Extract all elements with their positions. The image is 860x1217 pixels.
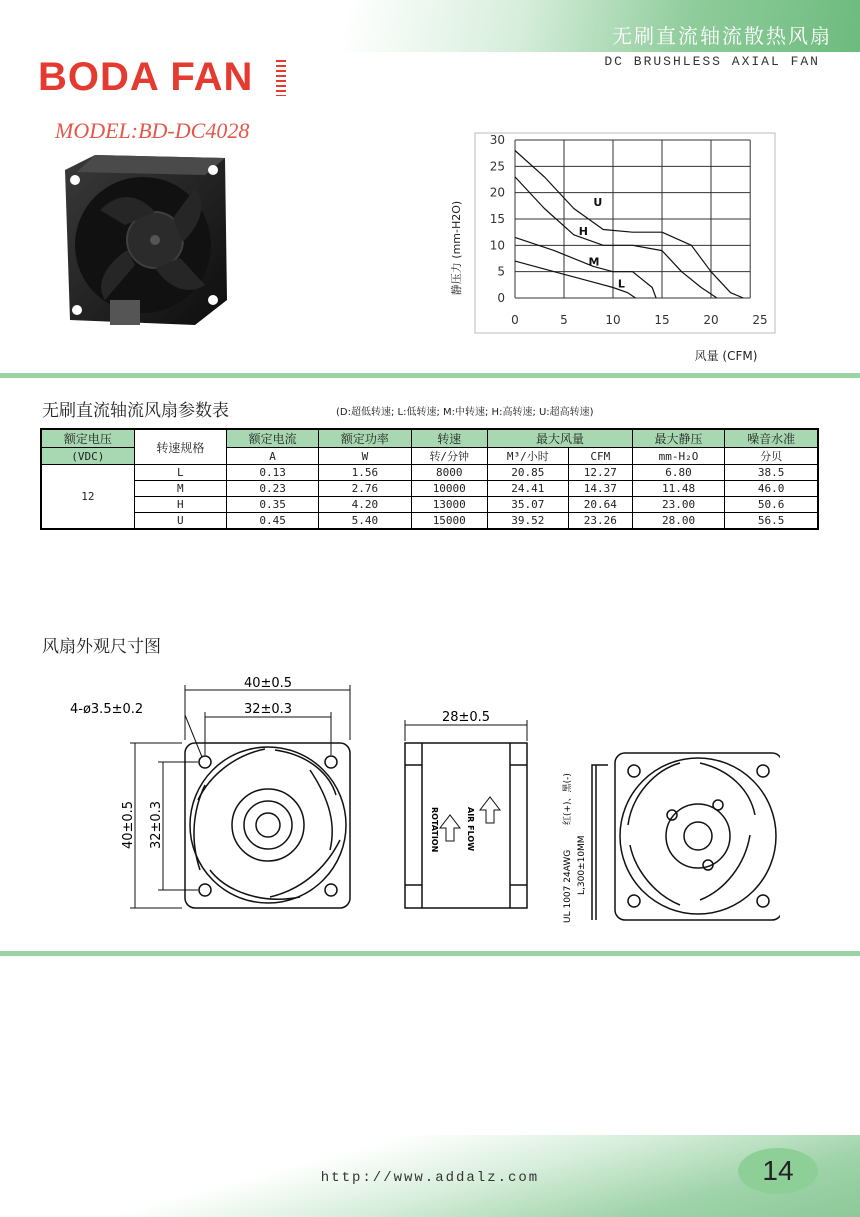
table-cell: 8000 [411, 465, 487, 481]
table-cell: 39.52 [487, 513, 568, 530]
hdr-airflow: 最大风量 [487, 429, 632, 448]
rear-view [592, 753, 780, 920]
table-cell: 35.07 [487, 497, 568, 513]
table-cell: 46.0 [725, 481, 818, 497]
model-number: MODEL:BD-DC4028 [55, 118, 250, 143]
table-cell: 23.00 [632, 497, 724, 513]
dim-width-hole: 32±0.3 [243, 702, 293, 717]
table-cell: 13000 [411, 497, 487, 513]
table-cell: 4.20 [319, 497, 411, 513]
series-label-M: M [588, 255, 600, 269]
series-label-H: H [578, 224, 588, 238]
hdr-speed-spec: 转速规格 [134, 429, 226, 465]
sub-rpm: 转/分钟 [411, 448, 487, 465]
sub-a: A [226, 448, 318, 465]
y-tick-label: 5 [497, 264, 505, 279]
website-url[interactable]: http://www.addalz.com [320, 1170, 540, 1186]
table-cell: 14.37 [568, 481, 632, 497]
dimension-drawing [60, 675, 780, 925]
brand-logo: BODA FAN [38, 55, 254, 99]
table-cell: 20.85 [487, 465, 568, 481]
wire-colors: 红(+)、黑(-) [563, 773, 573, 825]
airflow-label: AIR FLOW [466, 807, 475, 852]
dimensions-title: 风扇外观尺寸图 [42, 637, 161, 657]
x-tick-label: 20 [703, 313, 719, 327]
hdr-voltage: 额定电压 [41, 429, 134, 448]
table-cell: U [134, 513, 226, 530]
y-axis-label: 静压力 (mm-H2O) [450, 200, 463, 296]
table-cell: 23.26 [568, 513, 632, 530]
table-row [41, 481, 818, 497]
table-cell: H [134, 497, 226, 513]
header-title: 无刷直流轴流散热风扇 [612, 24, 832, 48]
y-tick-label: 15 [489, 212, 505, 226]
side-view [405, 743, 527, 908]
table-row [41, 497, 818, 513]
y-tick-label: 30 [489, 133, 505, 147]
series-label-U: U [593, 195, 603, 209]
sub-w: W [319, 448, 411, 465]
sub-m3h: M³/小时 [487, 448, 568, 465]
table-cell: 0.13 [226, 465, 318, 481]
hdr-speed: 转速 [411, 429, 487, 448]
separator-bottom [0, 951, 860, 956]
hdr-power: 额定功率 [319, 429, 411, 448]
spec-table [40, 428, 819, 530]
hdr-noise: 噪音水准 [725, 429, 818, 448]
series-line-U [515, 151, 743, 299]
table-cell: 28.00 [632, 513, 724, 530]
dim-depth: 28±0.5 [441, 710, 491, 725]
table-cell: 0.23 [226, 481, 318, 497]
page-number: 14 [738, 1148, 818, 1194]
series-label-L: L [617, 277, 625, 291]
y-tick-label: 20 [489, 185, 505, 200]
separator-top [0, 373, 860, 378]
table-cell: 11.48 [632, 481, 724, 497]
table-cell: 12.27 [568, 465, 632, 481]
table-cell: L [134, 465, 226, 481]
hdr-pressure: 最大静压 [632, 429, 724, 448]
chart-frame [475, 133, 775, 333]
voltage-cell: 12 [41, 465, 134, 530]
wire-length: L,300±10MM [577, 835, 587, 895]
table-cell: 0.45 [226, 513, 318, 530]
dim-height-hole: 32±0.3 [149, 800, 164, 850]
fan-photo [55, 150, 230, 330]
table-cell: 50.6 [725, 497, 818, 513]
table-cell: 38.5 [725, 465, 818, 481]
table-cell: 56.5 [725, 513, 818, 530]
table-cell: 1.56 [319, 465, 411, 481]
sub-cfm: CFM [568, 448, 632, 465]
x-tick-label: 10 [605, 313, 621, 327]
wire-spec: UL 1007 24AWG [563, 849, 573, 923]
dim-width-outer: 40±0.5 [243, 676, 293, 691]
rotation-label: ROTATION [430, 807, 439, 853]
x-tick-label: 15 [654, 313, 670, 327]
header-subtitle: DC BRUSHLESS AXIAL FAN [604, 54, 820, 69]
table-cell: M [134, 481, 226, 497]
x-tick-label: 5 [560, 313, 568, 327]
spec-title: 无刷直流轴流风扇参数表 [42, 401, 229, 421]
table-cell: 2.76 [319, 481, 411, 497]
table-cell: 0.35 [226, 497, 318, 513]
table-cell: 10000 [411, 481, 487, 497]
sub-db: 分贝 [725, 448, 818, 465]
x-tick-label: 25 [752, 313, 768, 327]
dim-height-outer: 40±0.5 [121, 800, 136, 850]
x-tick-label: 0 [511, 313, 519, 327]
sub-vdc: (VDC) [41, 448, 134, 465]
table-cell: 24.41 [487, 481, 568, 497]
table-row [41, 465, 818, 481]
front-view [185, 743, 350, 908]
table-cell: 20.64 [568, 497, 632, 513]
series-line-H [515, 177, 717, 298]
y-tick-label: 0 [497, 291, 505, 305]
y-tick-label: 25 [489, 159, 505, 174]
x-axis-label: 风量 (CFM) [694, 349, 758, 363]
hdr-current: 额定电流 [226, 429, 318, 448]
table-cell: 6.80 [632, 465, 724, 481]
table-cell: 15000 [411, 513, 487, 530]
y-tick-label: 10 [489, 238, 505, 253]
table-row [41, 513, 818, 530]
logo-stripes [276, 60, 286, 96]
speed-legend: (D:超低转速; L:低转速; M:中转速; H:高转速; U:超高转速) [336, 407, 594, 418]
table-cell: 5.40 [319, 513, 411, 530]
dim-hole-spec: 4-ø3.5±0.2 [70, 702, 144, 717]
sub-mmh2o: mm-H₂O [632, 448, 724, 465]
series-line-M [515, 237, 656, 298]
pq-chart [440, 128, 780, 366]
